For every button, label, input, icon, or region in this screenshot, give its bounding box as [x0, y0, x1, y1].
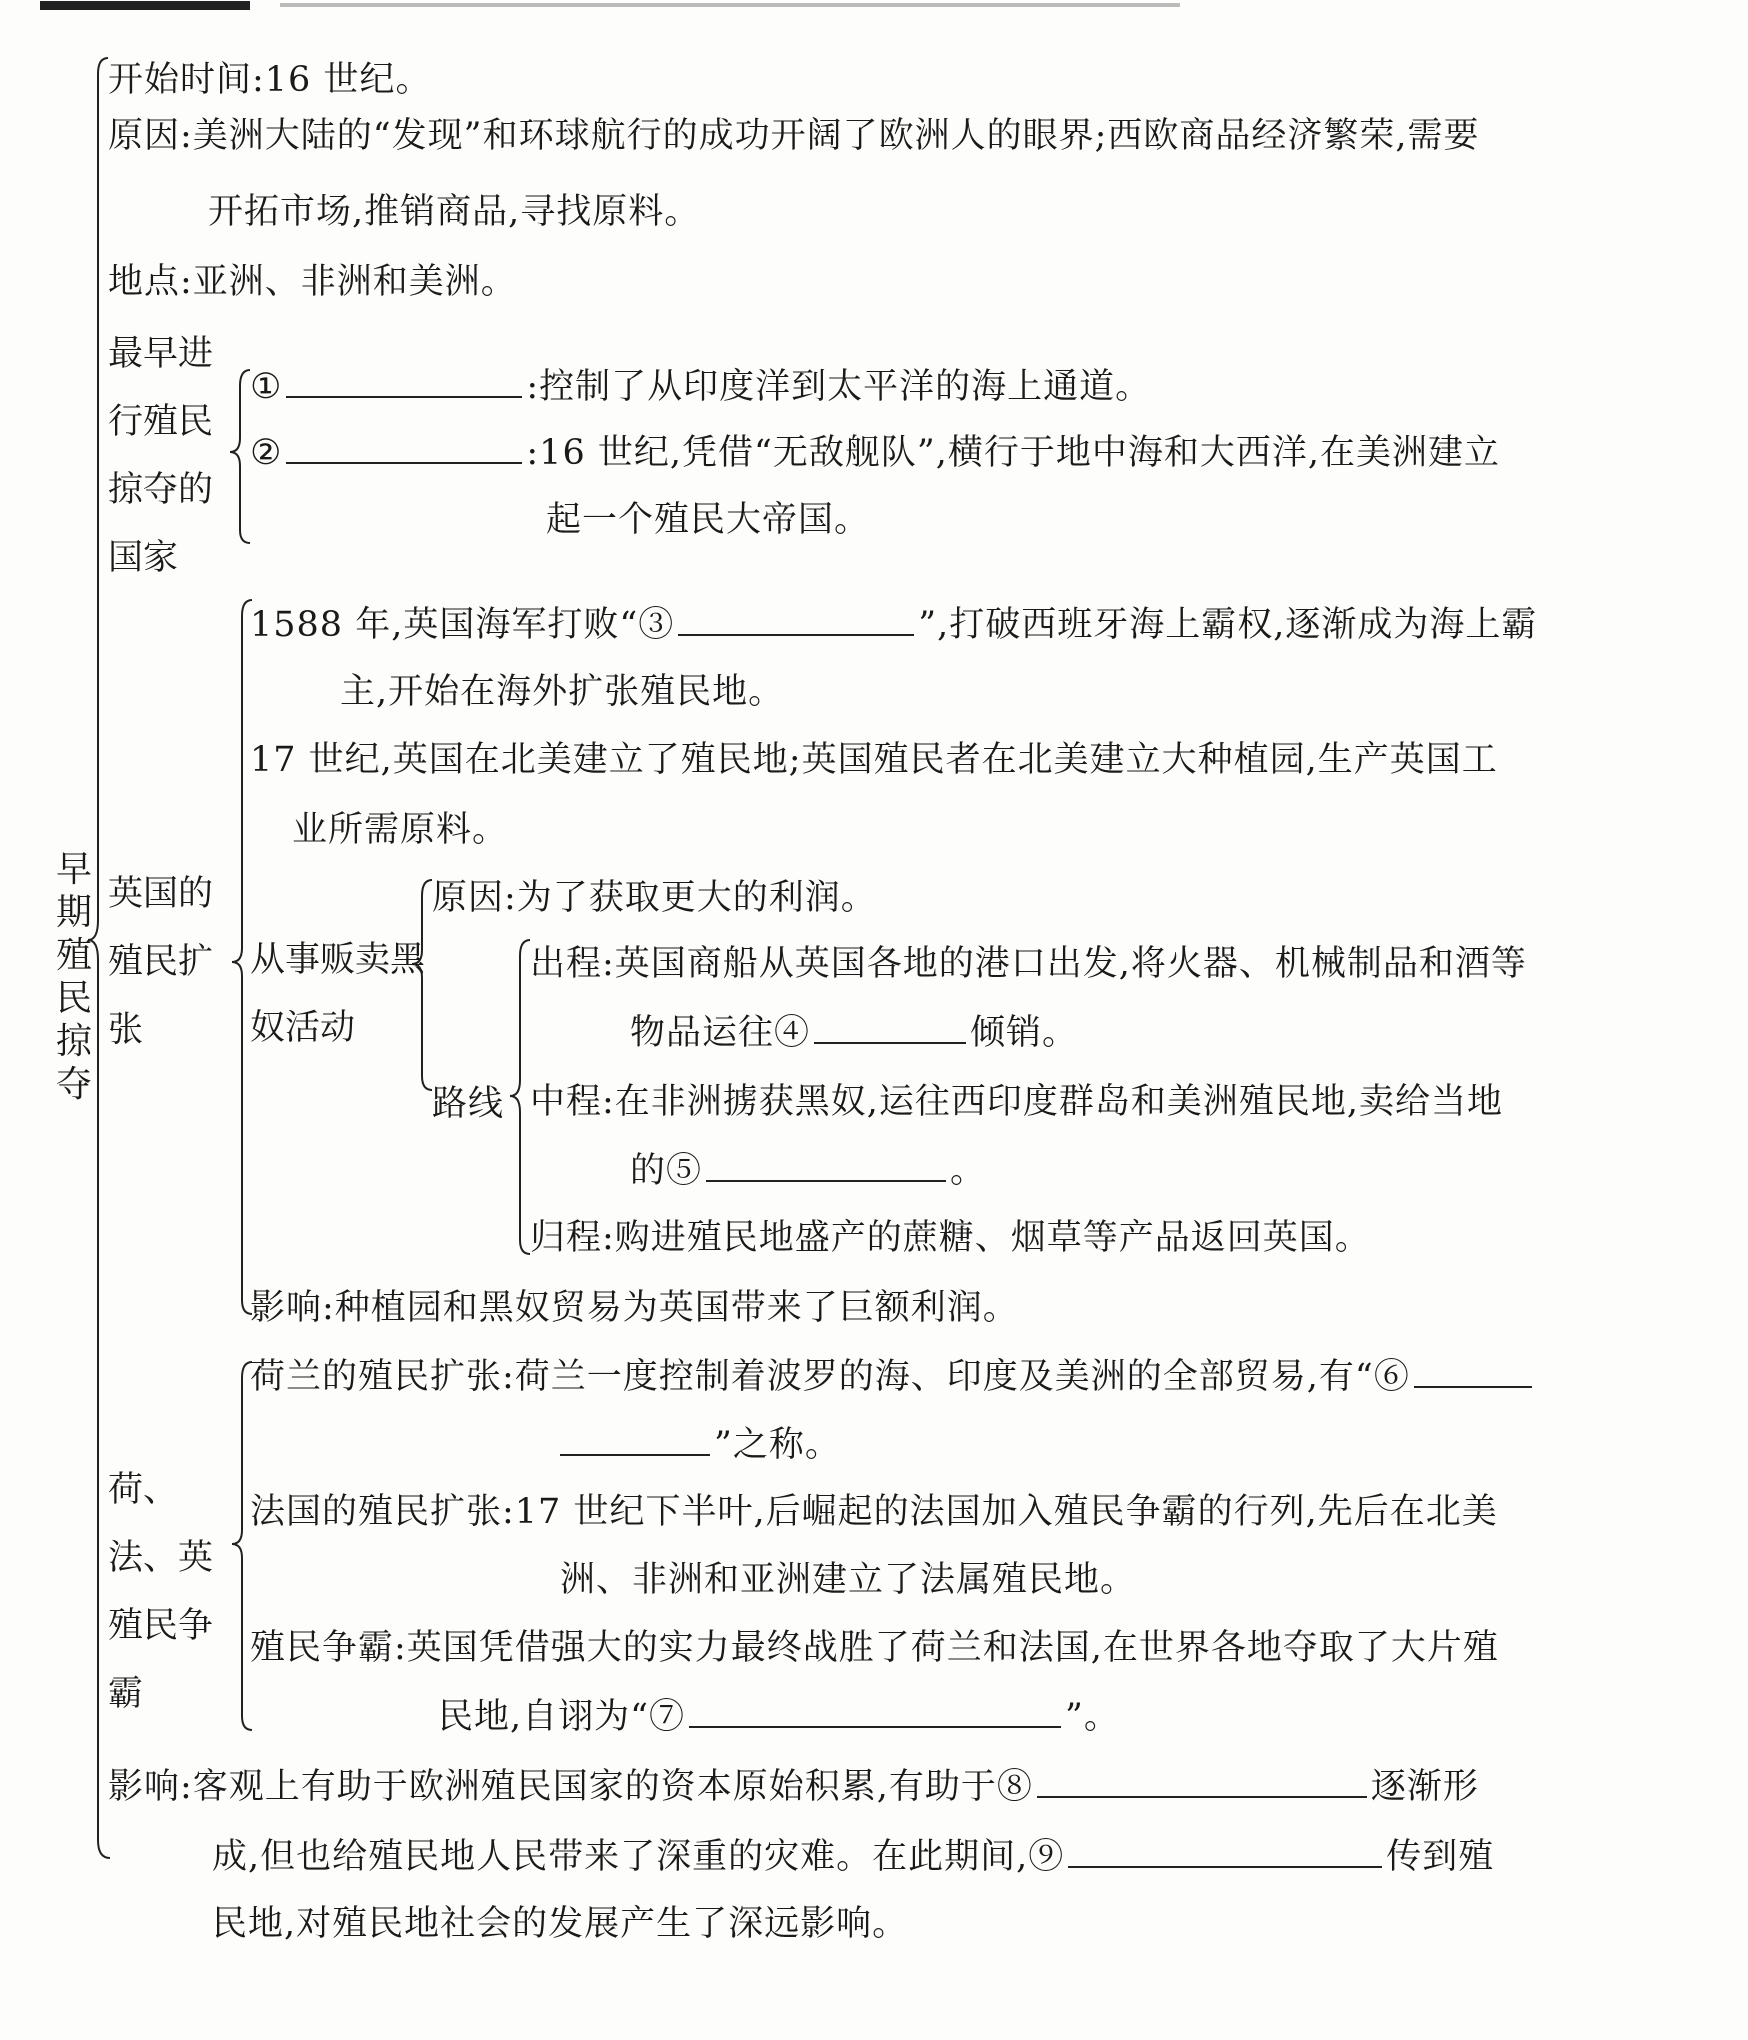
slave-trade-label: 从事贩卖黑奴活动 — [250, 940, 426, 1048]
blank-7[interactable] — [689, 1692, 1061, 1728]
blank-8[interactable] — [1037, 1762, 1367, 1798]
england-label: 英国的殖民扩张 — [108, 874, 214, 1050]
influence-post-2: 传到殖 — [1386, 1837, 1495, 1877]
route-out-line-2 — [630, 1008, 1078, 1057]
earliest-item-1-text: :控制了从印度洋到太平洋的海上通道。 — [526, 367, 1152, 407]
earliest-label: 最早进行殖民掠夺的国家 — [108, 334, 214, 578]
route-label: 路线 — [432, 1084, 505, 1124]
dutch-pre: 荷兰的殖民扩张:荷兰一度控制着波罗的海、印度及美洲的全部贸易,有“⑥ — [250, 1357, 1410, 1397]
route-middle-line-1: 中程:在非洲掳获黑奴,运往西印度群岛和美洲殖民地,卖给当地 — [530, 1082, 1504, 1122]
blank-4[interactable] — [814, 1008, 966, 1044]
earliest-item-2-text: :16 世纪,凭借“无敌舰队”,横行于地中海和大西洋,在美洲建立 — [526, 433, 1501, 473]
marker-2: ② — [250, 433, 283, 473]
england-1588-post: ”,打破西班牙海上霸权,逐渐成为海上霸 — [918, 605, 1538, 645]
rivalry-label: 荷、法、英殖民争霸 — [108, 1470, 214, 1714]
dutch-line-2 — [560, 1420, 841, 1469]
blank-9[interactable] — [1068, 1832, 1382, 1868]
route-back: 归程:购进殖民地盛产的蔗糖、烟草等产品返回英国。 — [530, 1218, 1371, 1258]
blank-1[interactable] — [286, 362, 522, 398]
start-time: 开始时间:16 世纪。 — [108, 60, 432, 100]
slave-reason: 原因:为了获取更大的利润。 — [432, 878, 877, 918]
influence-line-1 — [108, 1762, 1479, 1811]
route-middle-pre: 的⑤ — [630, 1151, 703, 1191]
influence-pre-1: 影响:客观上有助于欧洲殖民国家的资本原始积累,有助于⑧ — [108, 1767, 1033, 1807]
french-line-2: 洲、非洲和亚洲建立了法属殖民地。 — [560, 1560, 1137, 1600]
blank-6a[interactable] — [1414, 1352, 1532, 1388]
blank-6b[interactable] — [560, 1420, 710, 1456]
french-line-1: 法国的殖民扩张:17 世纪下半叶,后崛起的法国加入殖民争霸的行列,先后在北美 — [250, 1492, 1498, 1532]
england-1588 — [250, 600, 1537, 649]
england-impact: 影响:种植园和黑奴贸易为英国带来了巨额利润。 — [250, 1288, 1019, 1328]
route-middle-post: 。 — [950, 1151, 987, 1191]
influence-pre-2: 成,但也给殖民地人民带来了深重的灾难。在此期间,⑨ — [212, 1837, 1065, 1877]
blank-5[interactable] — [706, 1146, 946, 1182]
england-17c-line-1: 17 世纪,英国在北美建立了殖民地;英国殖民者在北美建立大种植园,生产英国工 — [250, 740, 1498, 780]
blank-3[interactable] — [678, 600, 914, 636]
earliest-item-2 — [250, 428, 1500, 477]
england-1588-line-2: 主,开始在海外扩张殖民地。 — [340, 672, 785, 712]
england-17c-line-2: 业所需原料。 — [292, 810, 509, 850]
earliest-item-1 — [250, 362, 1151, 411]
cause-line-2: 开拓市场,推销商品,寻找原料。 — [208, 192, 701, 232]
influence-line-3: 民地,对殖民地社会的发展产生了深远影响。 — [212, 1904, 909, 1944]
earliest-item-2-line-2: 起一个殖民大帝国。 — [546, 500, 871, 540]
route-out-pre: 物品运往④ — [630, 1013, 811, 1053]
route-out-line-1: 出程:英国商船从英国各地的港口出发,将火器、机械制品和酒等 — [530, 944, 1527, 984]
england-1588-pre: 1588 年,英国海军打败“③ — [250, 605, 675, 645]
hegemony-line-1: 殖民争霸:英国凭借强大的实力最终战胜了荷兰和法国,在世界各地夺取了大片殖 — [250, 1628, 1499, 1668]
place: 地点:亚洲、非洲和美洲。 — [108, 262, 517, 302]
hegemony-line-2 — [438, 1692, 1120, 1741]
dutch-post: ”之称。 — [714, 1425, 841, 1465]
route-middle-line-2 — [630, 1146, 986, 1195]
root-title: 早期殖民掠夺 — [55, 849, 92, 1105]
route-out-post: 倾销。 — [970, 1013, 1079, 1053]
cause-line-1: 原因:美洲大陆的“发现”和环球航行的成功开阔了欧洲人的眼界;西欧商品经济繁荣,需要 — [108, 116, 1480, 156]
hegemony-post: ”。 — [1065, 1697, 1120, 1737]
influence-post-1: 逐渐形 — [1370, 1767, 1479, 1807]
cropped-header-strip — [40, 0, 1200, 14]
influence-line-2 — [212, 1832, 1494, 1881]
blank-2[interactable] — [286, 428, 522, 464]
marker-1: ① — [250, 367, 283, 407]
dutch-line-1 — [250, 1352, 1536, 1401]
hegemony-pre: 民地,自诩为“⑦ — [438, 1697, 686, 1737]
